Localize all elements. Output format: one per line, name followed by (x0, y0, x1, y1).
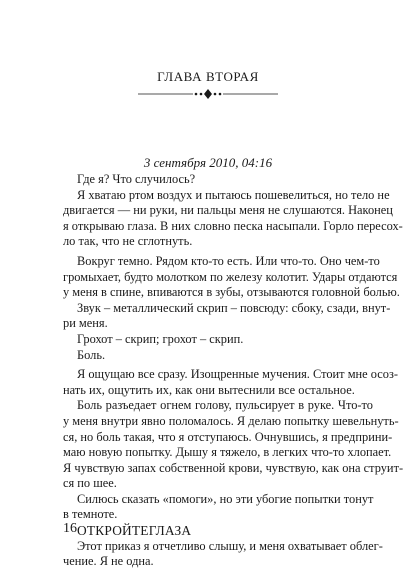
text-line: у меня в спине, впиваются в зубы, отзываются головной болью. (63, 285, 400, 300)
text-line: Грохот – скрип; грохот – скрип. (77, 331, 244, 346)
chapter-heading: ГЛАВА ВТОРАЯ (157, 69, 259, 84)
text-line: маю новую попытку. Дышу я тяжело, в легких что-то хлопает. (63, 445, 392, 460)
text-line: Я хватаю ртом воздух и пытаюсь пошевелиться, но тело не (77, 187, 390, 202)
text-line: Я ощущаю все сразу. Изощренные мучения. Стоит мне осоз- (77, 367, 398, 382)
page-number: 16 (63, 521, 77, 536)
ornament-divider-icon (138, 88, 278, 100)
text-line: Боль разъедает огнем голову, пульсирует в руке. Что-то (77, 398, 373, 413)
text-line: ся, но боль такая, что я отступаюсь. Очнувшись, я предприни- (63, 429, 393, 444)
text-line: чение. Я не одна. (63, 554, 154, 569)
text-line: Я чувствую запах собственной крови, чувствую, как она струит- (63, 460, 404, 475)
text-line: ся по шее. (63, 476, 117, 491)
text-line-emphasis: ОТКРОЙТЕГЛАЗА (77, 523, 192, 539)
text-line: в темноте. (63, 507, 118, 522)
text-line: ри меня. (63, 316, 108, 331)
text-line: Силюсь сказать «помоги», но эти убогие попытки тонут (77, 491, 374, 506)
text-line: Боль. (77, 347, 106, 362)
body-text (63, 172, 404, 570)
text-line: Где я? Что случилось? (77, 172, 196, 186)
text-line: Этот приказ я отчетливо слышу, и меня охватывает облег- (77, 538, 383, 553)
text-line: громыхает, будто молотком по железу колотит. Удары отдаются (63, 269, 398, 284)
text-line: я открываю глаза. В них словно песка насыпали. Горло пересох- (63, 218, 403, 233)
dateline: 3 сентября 2010, 04:16 (143, 155, 273, 170)
text-line: нать их, ощутить их, как они вытеснили все остальное. (63, 382, 355, 397)
text-line: Вокруг темно. Рядом кто-то есть. Или что-то. Оно чем-то (77, 253, 380, 268)
text-line: ло так, что не сглотнуть. (63, 234, 193, 249)
text-line: двигается — ни руки, ни пальцы меня не слушаются. Наконец (63, 203, 393, 218)
text-line: Звук – металлический скрип – повсюду: сбоку, сзади, внут- (77, 300, 391, 315)
text-line: у меня внутри явно поломалось. Я делаю попытку шевельнуть- (63, 413, 399, 428)
